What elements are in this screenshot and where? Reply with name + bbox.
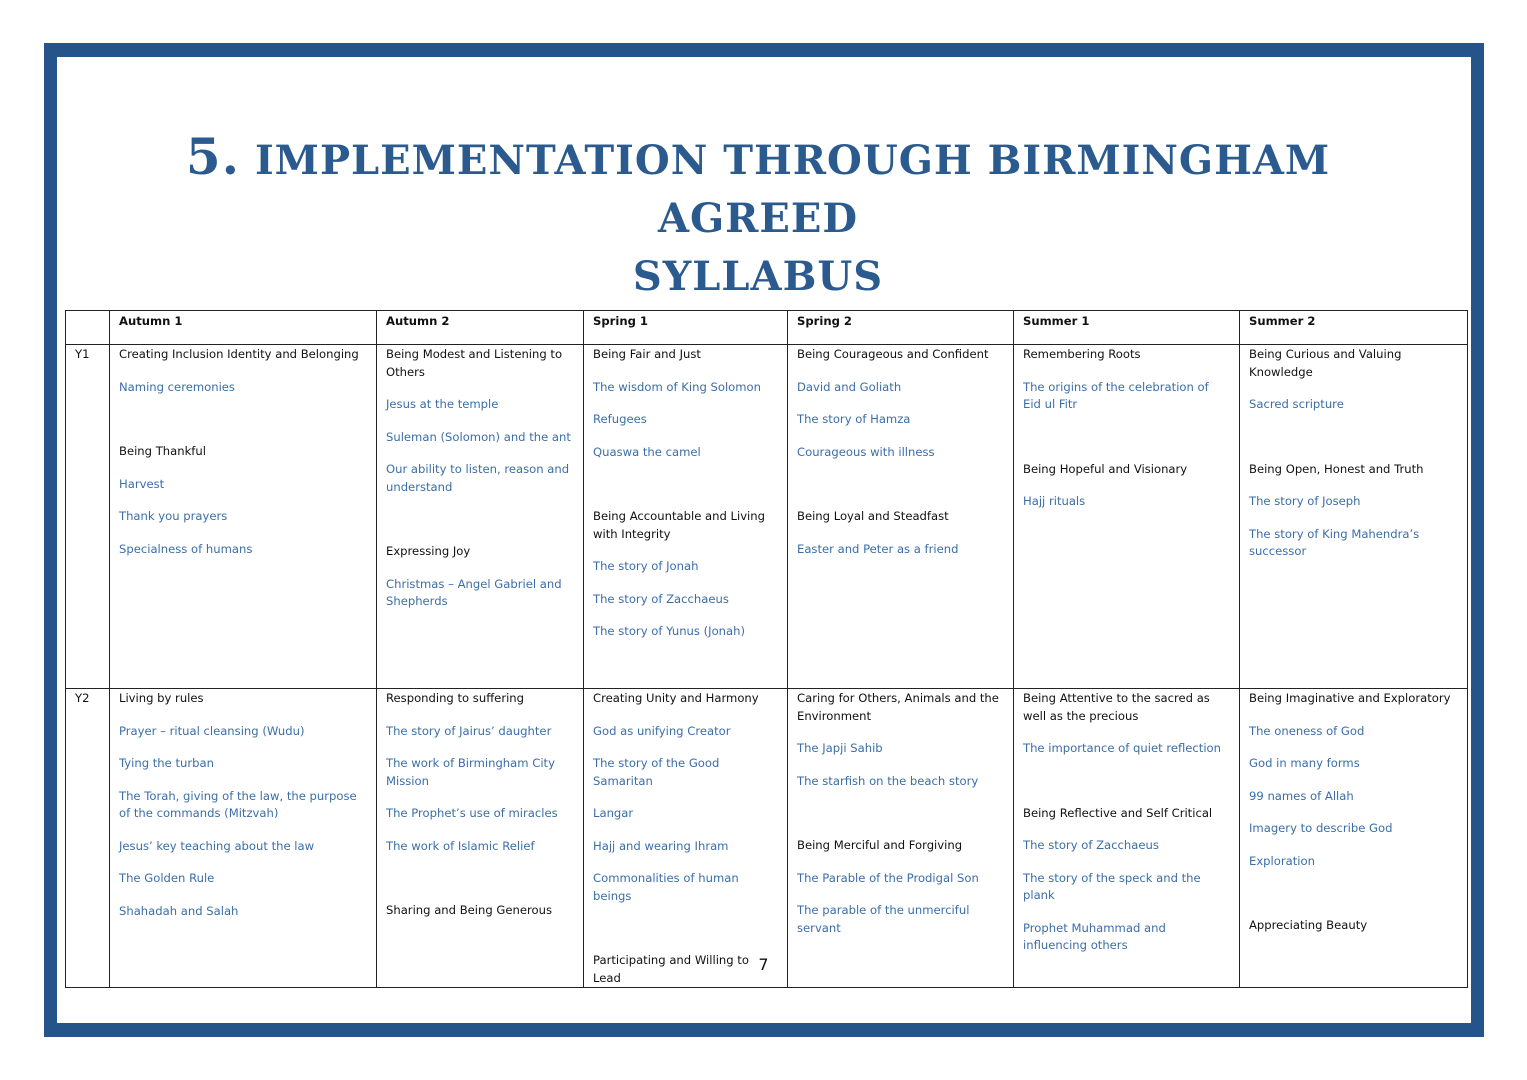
theme-heading: Creating Unity and Harmony xyxy=(593,691,759,705)
header-cell-autumn-2: Autumn 2 xyxy=(377,311,584,345)
cell-spring-1 xyxy=(584,689,788,988)
cell-autumn-1 xyxy=(110,345,377,689)
title-line-2: SYLLABUS xyxy=(632,253,884,300)
cell-autumn-2 xyxy=(377,689,584,988)
topic-item: The story of Jairus’ daughter xyxy=(386,723,552,738)
header-cell-summer-2: Summer 2 xyxy=(1240,311,1468,345)
topic-item: The story of King Mahendra’s successor xyxy=(1249,526,1420,558)
topic-item: The work of Birmingham City Mission xyxy=(386,756,555,788)
theme-heading: Being Curious and Valuing Knowledge xyxy=(1249,347,1402,379)
topic-item: The starfish on the beach story xyxy=(797,773,979,788)
theme-heading: Being Hopeful and Visionary xyxy=(1023,461,1188,476)
cell-spring-2 xyxy=(788,689,1014,988)
cell-summer-2 xyxy=(1240,345,1468,689)
syllabus-table xyxy=(65,310,1468,988)
cell-summer-1 xyxy=(1014,689,1240,988)
theme-heading: Being Reflective and Self Critical xyxy=(1023,805,1213,820)
topic-item: The story of Zacchaeus xyxy=(1023,838,1159,852)
topic-item: Jesus at the temple xyxy=(386,397,499,411)
year-cell: Y1 xyxy=(66,345,110,689)
topic-item: The Parable of the Prodigal Son xyxy=(797,870,979,885)
title-number: 5. xyxy=(185,127,241,186)
topic-item: The parable of the unmerciful servant xyxy=(797,903,970,935)
cell-summer-2 xyxy=(1240,689,1468,988)
topic-item: Suleman (Solomon) and the ant xyxy=(386,429,571,444)
topic-item: Christmas – Angel Gabriel and Shepherds xyxy=(386,576,562,608)
theme-heading: Being Loyal and Steadfast xyxy=(797,509,949,523)
theme-heading: Living by rules xyxy=(119,691,204,705)
topic-item: Courageous with illness xyxy=(797,444,935,459)
topic-item: The story of Joseph xyxy=(1249,494,1361,508)
theme-heading: Being Merciful and Forgiving xyxy=(797,838,963,852)
topic-item: Hajj and wearing Ihram xyxy=(593,838,729,853)
topic-item: The oneness of God xyxy=(1249,723,1365,738)
topic-item: The story of Jonah xyxy=(593,559,699,573)
theme-heading: Sharing and Being Generous xyxy=(386,903,552,917)
topic-item: Sacred scripture xyxy=(1249,397,1344,411)
table-body xyxy=(66,345,1468,988)
theme-heading: Participating and Willing to Lead xyxy=(593,953,749,985)
topic-item: Naming ceremonies xyxy=(119,379,235,394)
theme-heading: Appreciating Beauty xyxy=(1249,918,1368,932)
topic-item: Langar xyxy=(593,806,634,820)
header-cell-spring-2: Spring 2 xyxy=(788,311,1014,345)
topic-item: Our ability to listen, reason and understand xyxy=(386,462,570,494)
topic-item: Quaswa the camel xyxy=(593,444,701,459)
cell-autumn-2 xyxy=(377,345,584,689)
theme-heading: Being Accountable and Living with Integrity xyxy=(593,509,765,541)
theme-heading: Remembering Roots xyxy=(1023,347,1141,361)
topic-item: The story of Yunus (Jonah) xyxy=(593,624,745,638)
topic-item: The story of the Good Samaritan xyxy=(593,756,720,788)
theme-heading: Responding to suffering xyxy=(386,691,525,705)
theme-heading: Being Fair and Just xyxy=(593,347,701,361)
topic-item: The Prophet’s use of miracles xyxy=(386,806,558,820)
topic-item: Jesus’ key teaching about the law xyxy=(119,838,315,853)
title-line-1: IMPLEMENTATION THROUGH BIRMINGHAM AGREED xyxy=(254,137,1331,242)
topic-item: The Japji Sahib xyxy=(797,741,883,755)
theme-heading: Being Courageous and Confident xyxy=(797,347,989,361)
topic-item: Specialness of humans xyxy=(119,541,253,556)
header-cell-spring-1: Spring 1 xyxy=(584,311,788,345)
theme-heading: Being Thankful xyxy=(119,444,206,458)
topic-item: The Torah, giving of the law, the purpose of the commands (Mitzvah) xyxy=(119,788,357,820)
table-row xyxy=(66,345,1468,689)
theme-heading: Expressing Joy xyxy=(386,544,471,558)
cell-summer-1 xyxy=(1014,345,1240,689)
topic-item: The story of Hamza xyxy=(797,412,911,426)
year-cell: Y2 xyxy=(66,689,110,988)
topic-item: Exploration xyxy=(1249,853,1315,868)
topic-item: Prophet Muhammad and influencing others xyxy=(1023,920,1166,952)
topic-item: The Golden Rule xyxy=(119,871,215,885)
topic-item: The wisdom of King Solomon xyxy=(593,379,762,394)
topic-item: Hajj rituals xyxy=(1023,494,1086,508)
header-cell-summer-1: Summer 1 xyxy=(1014,311,1240,345)
header-cell-autumn-1: Autumn 1 xyxy=(110,311,377,345)
topic-item: The story of Zacchaeus xyxy=(593,591,729,606)
topic-item: 99 names of Allah xyxy=(1249,788,1354,803)
topic-item: God in many forms xyxy=(1249,756,1360,770)
topic-item: The story of the speck and the plank xyxy=(1023,870,1201,902)
header-cell-year xyxy=(66,311,110,345)
page-number: 7 xyxy=(758,955,769,974)
cell-spring-2 xyxy=(788,345,1014,689)
topic-item: The work of Islamic Relief xyxy=(386,838,535,853)
topic-item: Thank you prayers xyxy=(119,509,228,523)
table-row xyxy=(66,689,1468,988)
topic-item: Tying the turban xyxy=(119,756,214,770)
topic-item: Commonalities of human beings xyxy=(593,871,739,903)
topic-item: Harvest xyxy=(119,476,165,491)
topic-item: The origins of the celebration of Eid ul Fitr xyxy=(1023,379,1209,411)
header-row xyxy=(66,311,1468,345)
theme-heading: Being Imaginative and Exploratory xyxy=(1249,691,1451,705)
topic-item: The importance of quiet reflection xyxy=(1023,741,1221,755)
theme-heading: Being Attentive to the sacred as well as the precious xyxy=(1023,691,1210,723)
topic-item: Imagery to describe God xyxy=(1249,821,1393,835)
cell-autumn-1 xyxy=(110,689,377,988)
topic-item: Shahadah and Salah xyxy=(119,903,239,918)
theme-heading: Creating Inclusion Identity and Belonging xyxy=(119,347,359,361)
theme-heading: Being Modest and Listening to Others xyxy=(386,347,563,379)
topic-item: Refugees xyxy=(593,412,647,426)
page-title xyxy=(100,128,1416,306)
cell-spring-1 xyxy=(584,345,788,689)
theme-heading: Being Open, Honest and Truth xyxy=(1249,461,1424,476)
topic-item: Prayer – ritual cleansing (Wudu) xyxy=(119,723,305,738)
theme-heading: Caring for Others, Animals and the Environment xyxy=(797,691,999,723)
topic-item: God as unifying Creator xyxy=(593,723,731,738)
topic-item: David and Goliath xyxy=(797,379,902,394)
topic-item: Easter and Peter as a friend xyxy=(797,541,959,556)
